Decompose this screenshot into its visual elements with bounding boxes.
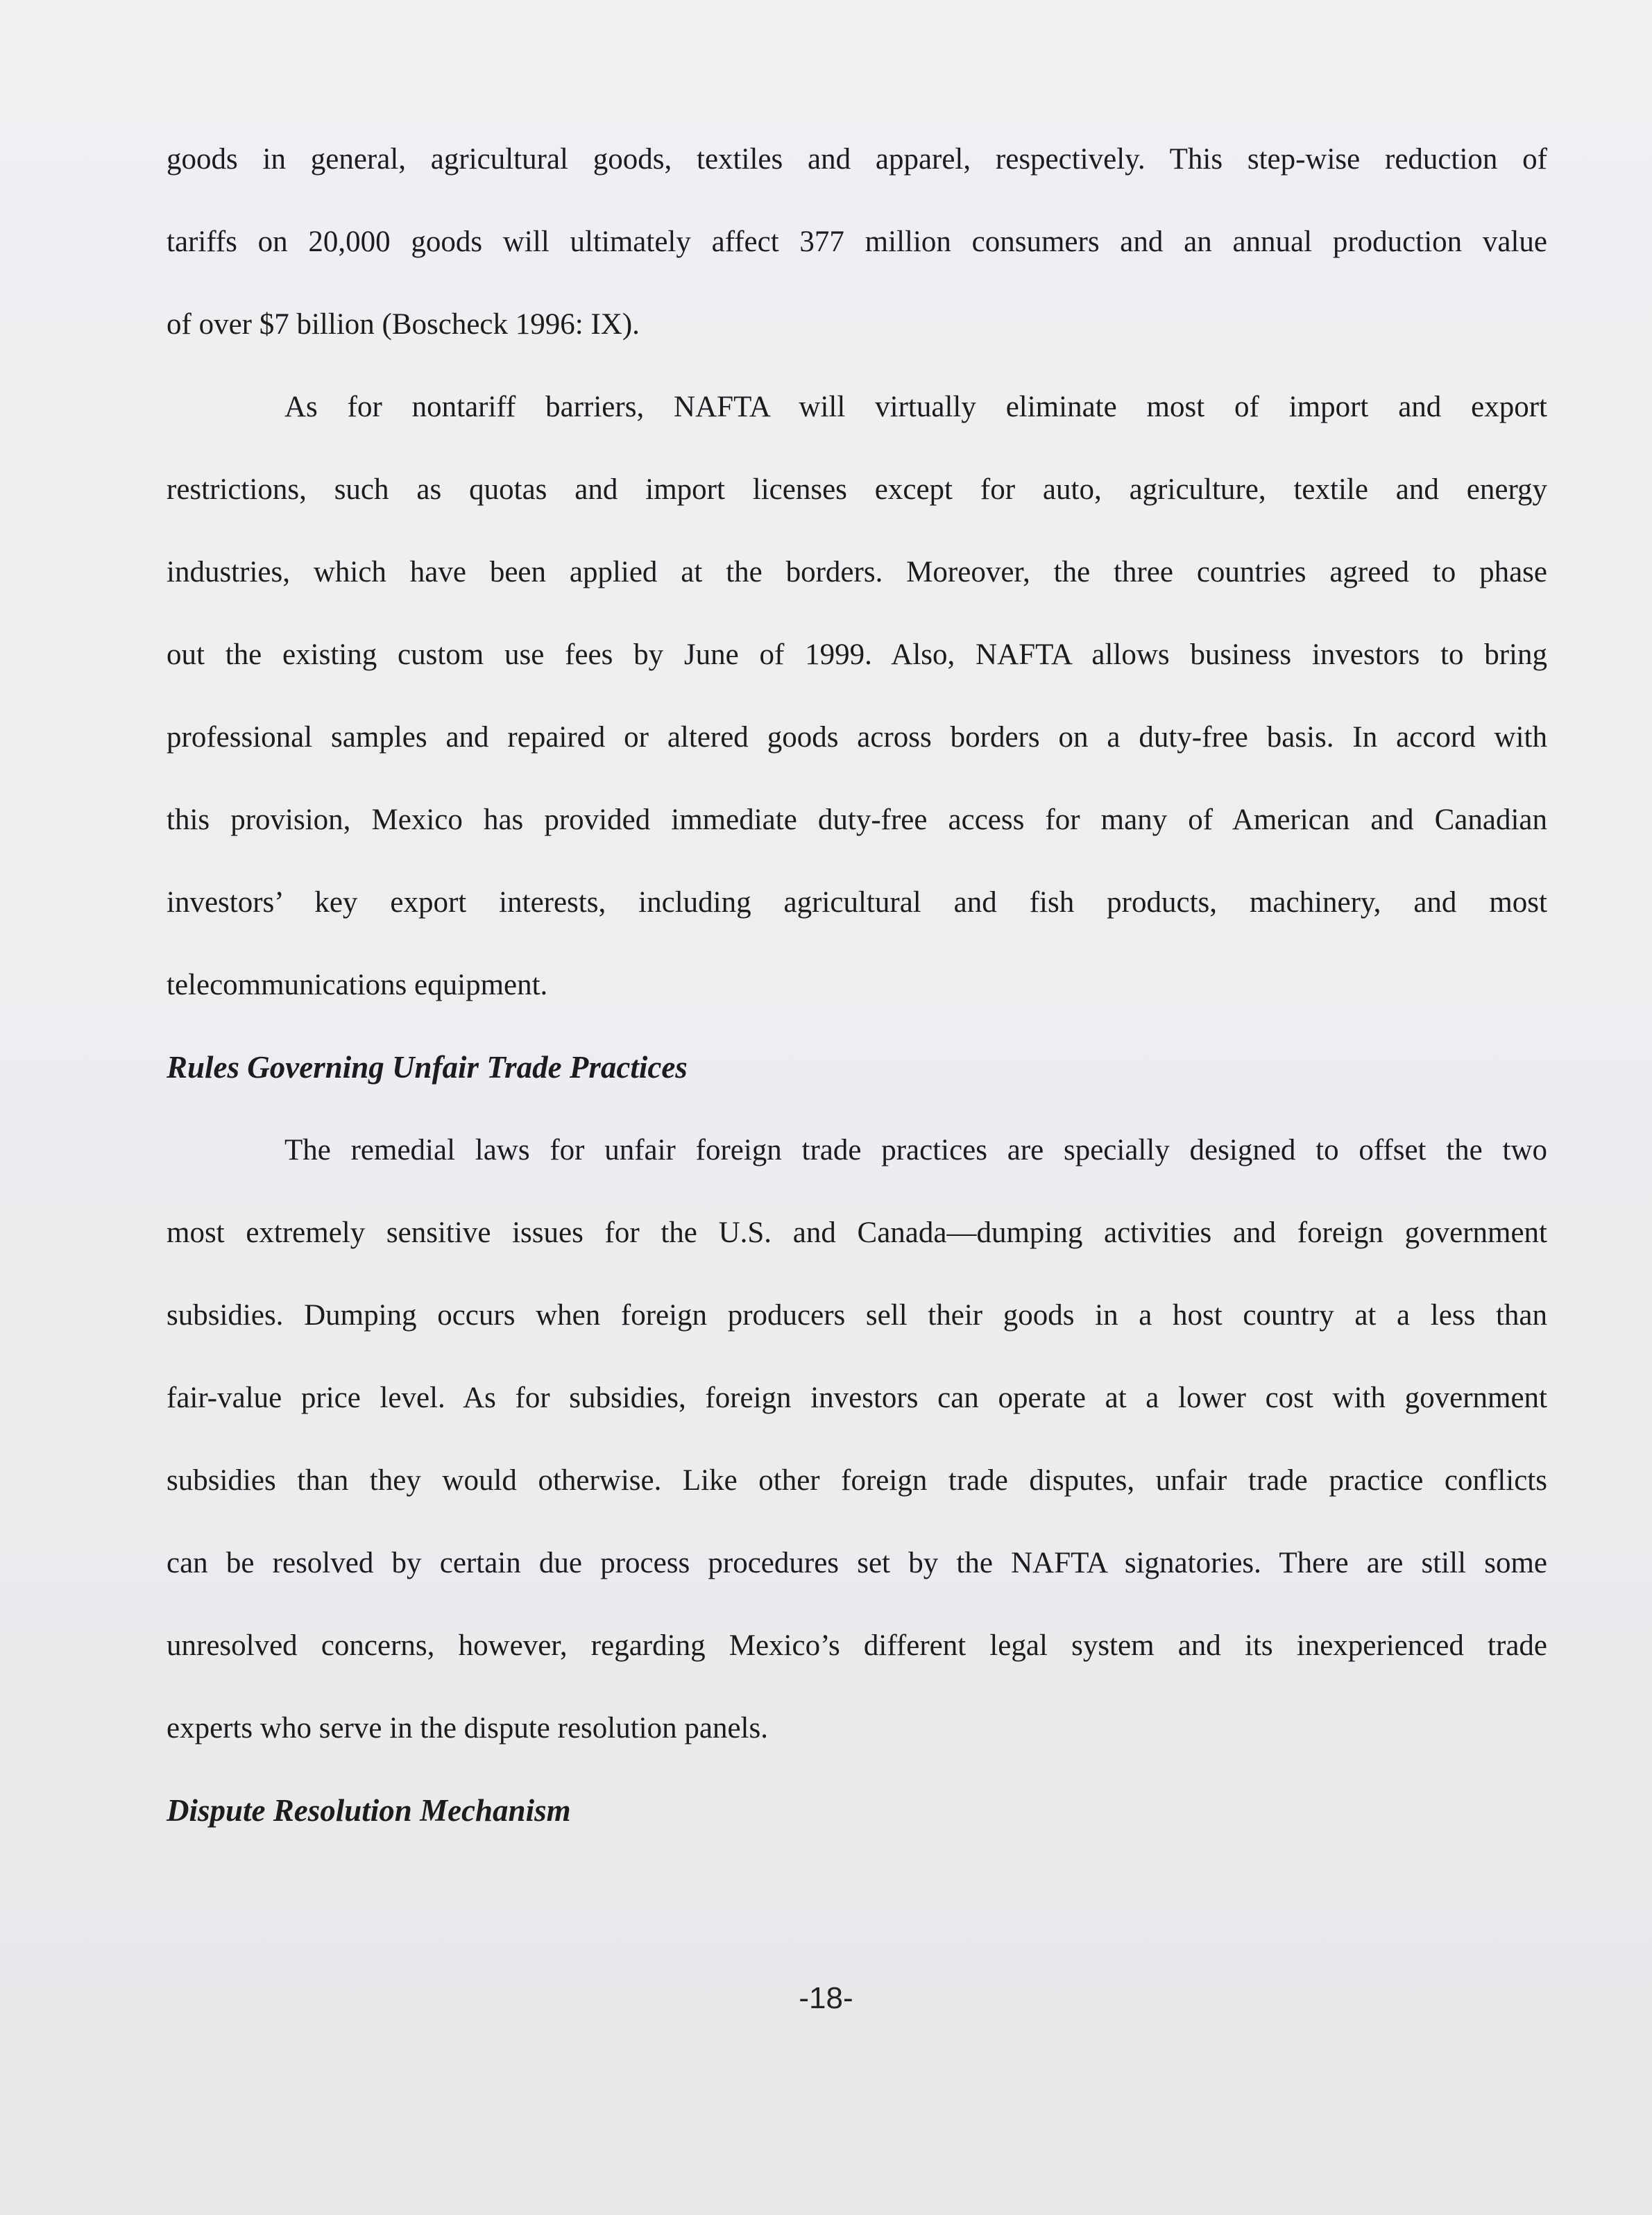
section-heading-unfair-trade: Rules Governing Unfair Trade Practices: [167, 1050, 688, 1085]
text-line: telecommunications equipment.: [167, 969, 548, 1001]
text-line: professional samples and repaired or altered goods across borders on a duty-free basis. In accord with: [167, 721, 1547, 754]
text-line: goods in general, agricultural goods, textiles and apparel, respectively. This step-wise reduction of: [167, 143, 1547, 176]
text-line: subsidies. Dumping occurs when foreign producers sell their goods in a host country at a less than: [167, 1299, 1547, 1332]
text-line: can be resolved by certain due process procedures set by the NAFTA signatories. There are still some: [167, 1547, 1547, 1579]
page-number: -18-: [799, 1981, 853, 2015]
paragraph-nontariff-barriers: [167, 366, 1547, 1026]
text-line: subsidies than they would otherwise. Like other foreign trade disputes, unfair trade practice conflicts: [167, 1464, 1547, 1497]
document-body: [167, 118, 1547, 1852]
text-line: restrictions, such as quotas and import licenses except for auto, agriculture, textile and energy: [167, 473, 1547, 506]
text-line: tariffs on 20,000 goods will ultimately affect 377 million consumers and an annual production value: [167, 226, 1547, 258]
text-line: of over $7 billion (Boscheck 1996: IX).: [167, 308, 640, 341]
text-line: fair-value price level. As for subsidies, foreign investors can operate at a lower cost with government: [167, 1382, 1547, 1414]
text-line: experts who serve in the dispute resolution panels.: [167, 1712, 768, 1745]
text-line: investors’ key export interests, including agricultural and fish products, machinery, and most: [167, 886, 1547, 919]
text-line: The remedial laws for unfair foreign trade practices are specially designed to offset the two: [284, 1134, 1547, 1166]
text-line: unresolved concerns, however, regarding Mexico’s different legal system and its inexperienced trade: [167, 1629, 1547, 1662]
text-line: this provision, Mexico has provided immediate duty-free access for many of American and Canadian: [167, 804, 1547, 836]
text-line: industries, which have been applied at the borders. Moreover, the three countries agreed to phase: [167, 556, 1547, 588]
paragraph-tariff-reduction: [167, 118, 1547, 366]
text-line: most extremely sensitive issues for the U.S. and Canada—dumping activities and foreign government: [167, 1216, 1547, 1249]
text-line: As for nontariff barriers, NAFTA will virtually eliminate most of import and export: [284, 391, 1547, 423]
paragraph-remedial-laws: [167, 1109, 1547, 1770]
section-heading-dispute-resolution: Dispute Resolution Mechanism: [167, 1793, 571, 1828]
text-line: out the existing custom use fees by June of 1999. Also, NAFTA allows business investors to bring: [167, 638, 1547, 671]
